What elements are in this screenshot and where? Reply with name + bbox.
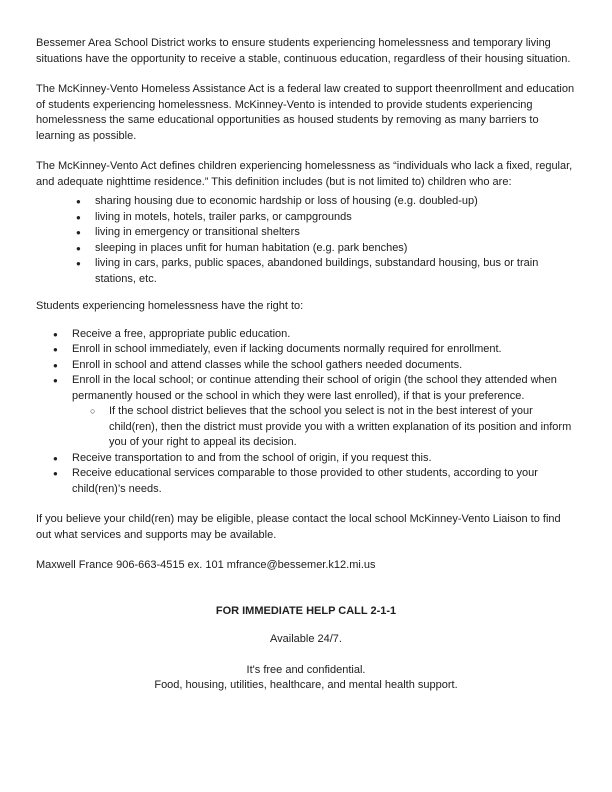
free-confidential-text: It's free and confidential. xyxy=(246,663,366,676)
document-page xyxy=(36,36,576,694)
rights-list xyxy=(53,327,576,498)
definition-list xyxy=(76,194,576,287)
list-item-text: Enroll in the local school; or continue attending their school of origin (the school they attended when permanently housed or the school in which they were last enrolled), if that is your preference. xyxy=(72,374,557,402)
services-text: Food, housing, utilities, healthcare, and mental health support. xyxy=(154,679,458,691)
list-item: ● living in cars, parks, public spaces, abandoned buildings, substandard housing, bus or train stations, etc. xyxy=(76,256,576,287)
availability-text: Available 24/7. xyxy=(270,633,342,645)
list-item: ● sleeping in places unfit for human habitation (e.g. park benches) xyxy=(76,241,576,257)
list-item: ● living in motels, hotels, trailer parks, or campgrounds xyxy=(76,210,576,226)
sub-list-item: ○ If the school district believes that the school you select is not in the best interest of your child(ren), then the district must provide you with a written explanation of its position and inform you of your right to appeal its decision. xyxy=(90,404,576,451)
list-item: ● living in emergency or transitional shelters xyxy=(76,225,576,241)
definition-paragraph: The McKinney-Vento Act defines children experiencing homelessness as “individuals who lack a fixed, regular, and adequate nighttime residence.” This definition includes (but is not limited to) children who are: xyxy=(36,160,573,188)
rights-heading: Students experiencing homelessness have the right to: xyxy=(36,300,304,312)
list-item: ● Enroll in school immediately, even if lacking documents normally required for enrollment. xyxy=(53,342,576,358)
intro-paragraph: Bessemer Area School District works to ensure students experiencing homelessness and temporary living situations have the opportunity to receive a stable, continuous education, regardless of their housing situation. xyxy=(36,37,571,65)
act-paragraph: The McKinney-Vento Homeless Assistance Act is a federal law created to support theenrollment and education of students experiencing homelessness. McKinney-Vento is intended to provide students experiencing homelessness the same educational opportunities as housed students by removing as many barriers to learning as possible. xyxy=(36,83,575,142)
list-item-with-sublist xyxy=(53,373,576,451)
list-item: ● Receive educational services comparable to those provided to other students, according to your child(ren)’s needs. xyxy=(53,466,576,497)
list-item: ● Receive a free, appropriate public education. xyxy=(53,327,576,343)
list-item: ● Receive transportation to and from the school of origin, if you request this. xyxy=(53,451,576,467)
sub-list xyxy=(90,404,576,451)
list-item: ● sharing housing due to economic hardship or loss of housing (e.g. doubled-up) xyxy=(76,194,576,210)
help-title: FOR IMMEDIATE HELP CALL 2-1-1 xyxy=(215,604,397,617)
eligibility-paragraph: If you believe your child(ren) may be eligible, please contact the local school McKinney-Vento Liaison to find out what services and supports may be available. xyxy=(36,513,561,541)
list-item: ● Enroll in school and attend classes while the school gathers needed documents. xyxy=(53,358,576,374)
contact-line: Maxwell France 906-663-4515 ex. 101 mfrance@bessemer.k12.mi.us xyxy=(36,559,376,571)
